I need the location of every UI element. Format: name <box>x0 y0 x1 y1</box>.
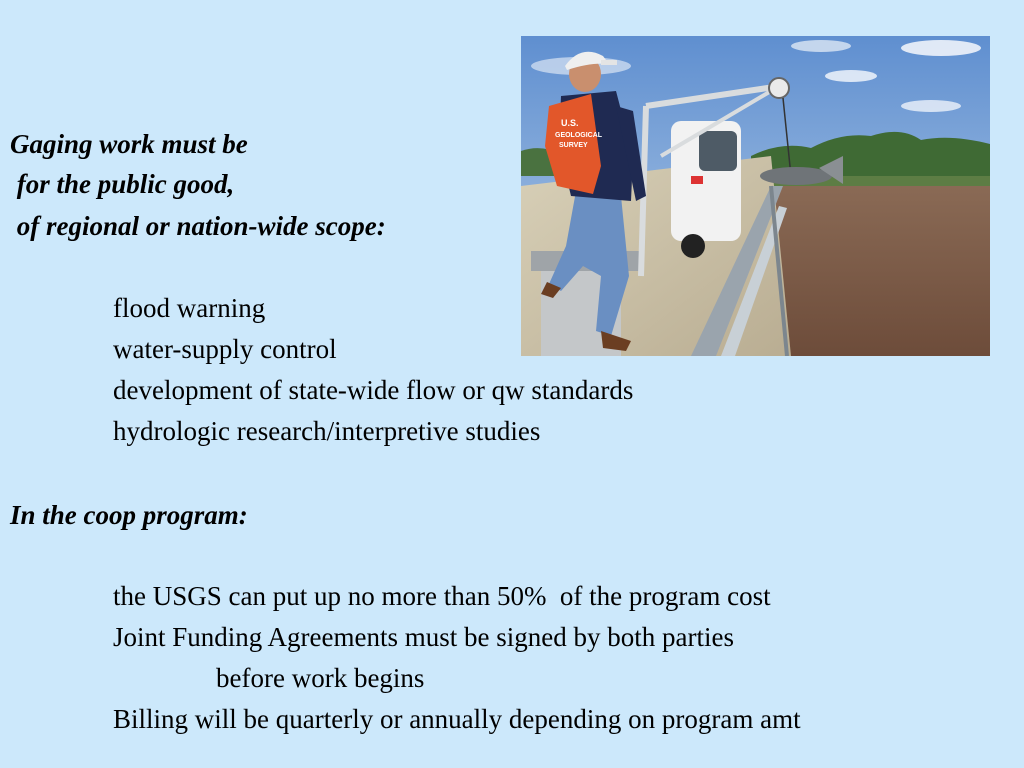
intro-line-2: for the public good, <box>10 169 235 199</box>
coop-heading: In the coop program: <box>10 500 248 530</box>
purpose-item: development of state-wide flow or qw standards <box>113 375 634 405</box>
purpose-item: water-supply control <box>113 334 337 364</box>
purpose-item: flood warning <box>113 293 266 323</box>
coop-item: Joint Funding Agreements must be signed by both parties <box>113 622 734 652</box>
coop-item-continuation: before work begins <box>216 663 425 693</box>
vest-label-line-2: GEOLOGICAL <box>555 132 603 139</box>
vest-label-line-3: SURVEY <box>559 142 588 149</box>
intro-line-1: Gaging work must be <box>10 129 248 159</box>
coop-item: Billing will be quarterly or annually depending on program amt <box>113 704 801 734</box>
purpose-item: hydrologic research/interpretive studies <box>113 416 541 446</box>
coop-item: the USGS can put up no more than 50% of the program cost <box>113 581 771 611</box>
intro-line-3: of regional or nation-wide scope: <box>10 211 386 241</box>
bridge-gaging-photo <box>521 36 990 356</box>
vest-label-line-1: U.S. <box>561 118 579 128</box>
